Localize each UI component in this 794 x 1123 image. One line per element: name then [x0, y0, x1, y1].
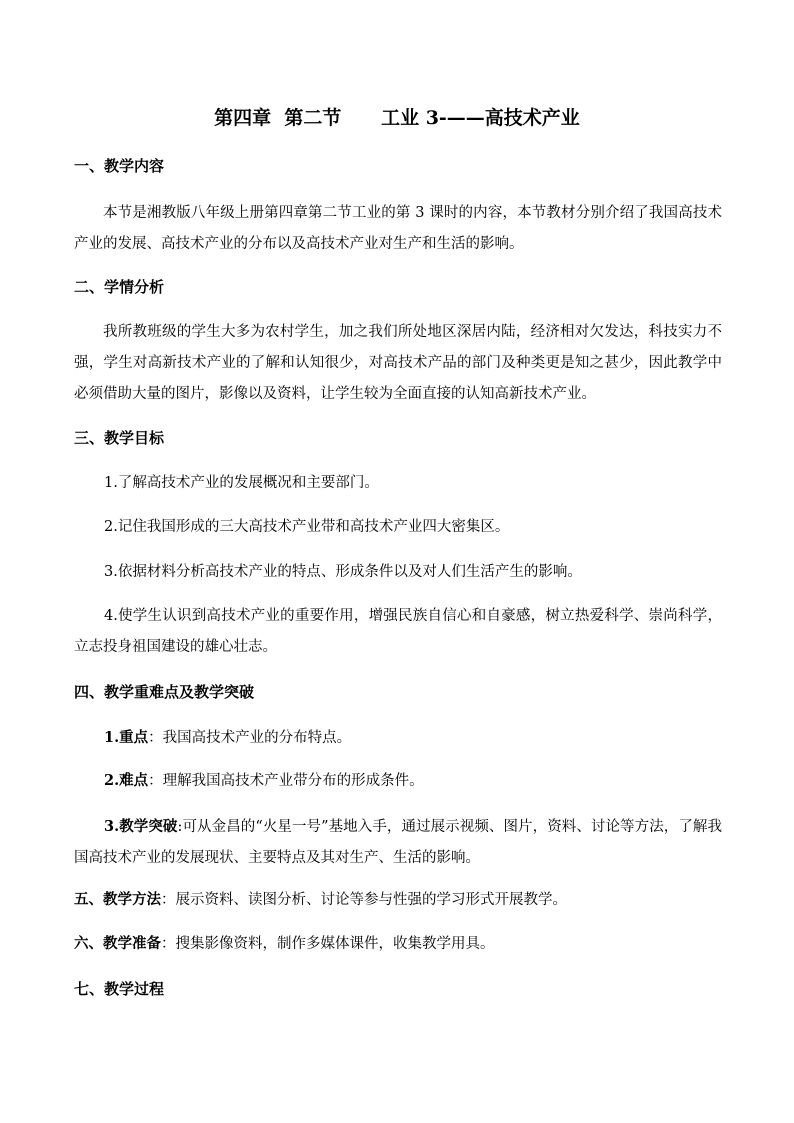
section-heading-analysis: 二、学情分析 [74, 278, 165, 296]
section-heading-process: 七、教学过程 [74, 980, 165, 998]
key-point-item-2 [104, 770, 424, 792]
goal-item-1: 1.了解高技术产业的发展概况和主要部门。 [104, 475, 379, 491]
goal-item-4: 4.使学生认识到高技术产业的重要作用，增强民族自信心和自豪感，树立热爱科学、崇尚科学，立志投身祖国建设的雄心壮志。 [74, 608, 722, 655]
page-title: 第四章 第二节 工业 3-——高技术产业 [214, 107, 580, 129]
key-point-item-1 [104, 727, 351, 749]
section-heading-preparation: 六、教学准备 [74, 935, 161, 952]
key-point-label-2: 2.难点 [104, 772, 149, 789]
section-preparation [74, 933, 495, 955]
section-heading-content: 一、教学内容 [74, 157, 165, 175]
key-point-text-3: :可从金昌的“火星一号”基地入手，通过展示视频、图片，资料、讨论等方法，了解我国高技术产业的发展现状、主要特点及其对生产、生活的影响。 [74, 819, 722, 866]
key-point-label-3: 3.教学突破 [104, 818, 178, 835]
section-text-methods: ：展示资料、读图分析、讨论等参与性强的学习形式开展教学。 [161, 892, 567, 908]
section-text-preparation: ：搜集影像资料，制作多媒体课件，收集教学用具。 [161, 936, 495, 952]
section-methods [74, 889, 567, 911]
key-point-item-3 [74, 811, 722, 874]
section-paragraph-content: 本节是湘教版八年级上册第四章第二节工业的第 3 课时的内容，本节教材分别介绍了我国高技术产业的发展、高技术产业的分布以及高技术产业对生产和生活的影响。 [74, 205, 722, 252]
key-point-label-1: 1.重点 [104, 729, 149, 746]
goal-item-2: 2.记住我国形成的三大高技术产业带和高技术产业四大密集区。 [104, 519, 510, 535]
goal-item-3: 3.依据材料分析高技术产业的特点、形成条件以及对人们生活产生的影响。 [104, 564, 582, 580]
key-point-text-1: ：我国高技术产业的分布特点。 [148, 730, 352, 746]
key-point-text-2: ：理解我国高技术产业带分布的形成条件。 [148, 773, 424, 789]
section-heading-methods: 五、教学方法 [74, 891, 161, 908]
section-heading-goals: 三、教学目标 [74, 429, 165, 447]
section-paragraph-analysis: 我所教班级的学生大多为农村学生，加之我们所处地区深居内陆，经济相对欠发达，科技实力不强，学生对高新技术产业的了解和认知很少，对高技术产品的部门及种类更是知之甚少，因此教学中必须借助大量的图片，影像以及资料，让学生较为全面直接的认知高新技术产业。 [74, 324, 722, 402]
section-heading-key-points: 四、教学重难点及教学突破 [74, 683, 255, 701]
